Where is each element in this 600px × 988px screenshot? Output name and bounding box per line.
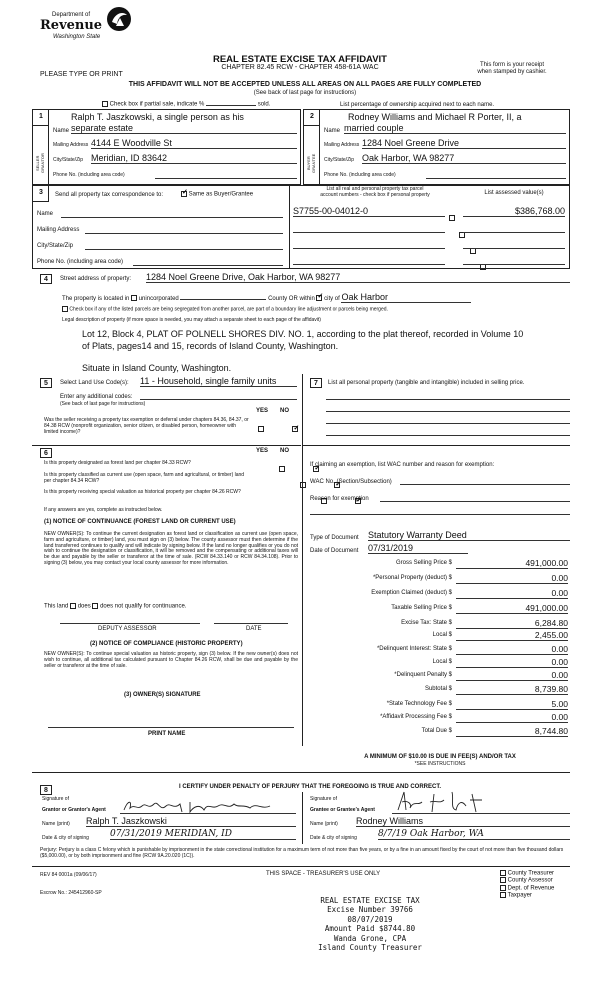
grantee-name-print-label: Name (print) [310, 821, 338, 827]
buyer-name-line2[interactable]: married couple [344, 123, 566, 134]
corr-city-label: City/State/Zip [37, 243, 74, 249]
revenue-emblem-icon [106, 6, 132, 32]
corr-phone-label: Phone No. (including area code) [37, 259, 124, 265]
doc-type[interactable]: Statutory Warranty Deed [368, 530, 570, 541]
parcel-row-2[interactable] [293, 224, 445, 233]
copy-label: Taxpayer [507, 892, 532, 899]
copy-county-assessor-checkbox[interactable] [500, 877, 506, 883]
grantee-print-name[interactable]: Rodney Williams [356, 816, 570, 827]
calc-value[interactable]: 0.00 [456, 644, 568, 655]
sold-label: sold. [257, 101, 271, 108]
grantee-signature-field[interactable] [392, 790, 570, 814]
deputy-assessor-line[interactable] [60, 618, 200, 624]
does-label: does [77, 603, 91, 610]
property-city[interactable]: Oak Harbor [341, 292, 471, 303]
stamp-line: Wanda Grone, CPA [333, 933, 407, 943]
seller-section-number: 1 [39, 113, 43, 120]
seller-phone-label: Phone No. (including area code) [53, 172, 125, 178]
legal-description-line3[interactable]: Situate in Island County, Washington. [82, 363, 232, 373]
additional-codes-field[interactable] [140, 393, 297, 400]
partial-sale-label: Check box if partial sale, indicate % [109, 101, 205, 108]
legal-description-line2[interactable]: of Plats, pages14 and 15, records of Island County, Washington. [82, 341, 339, 351]
parcel-row-4[interactable] [293, 256, 445, 265]
calc-label: Exemption Claimed (deduct) $ [371, 590, 452, 596]
calc-label: *Personal Property (deduct) $ [372, 575, 452, 581]
stamp-line: Excise Number 39766 [327, 905, 413, 915]
grantor-signature-icon [120, 798, 296, 814]
deputy-assessor-label: DEPUTY ASSESSOR [98, 626, 157, 632]
copy-label: County Assessor [507, 878, 553, 885]
correspondence-section-number: 3 [39, 189, 43, 196]
location-row [62, 292, 562, 303]
seller-name-label: Name [53, 128, 70, 134]
buyer-phone[interactable] [426, 170, 566, 179]
street-address-label: Street address of property: [60, 276, 132, 282]
city-of-checkbox[interactable] [316, 295, 322, 301]
copy-dept-revenue-checkbox[interactable] [500, 885, 506, 891]
seller-name-line1[interactable]: Ralph T. Jaszkowski, a single person as his [71, 112, 244, 122]
seller-city-label: City/State/Zip [53, 157, 84, 163]
buyer-section-number: 2 [310, 113, 314, 120]
buyer-phone-label: Phone No. (including area code) [324, 172, 396, 178]
copy-item [500, 885, 554, 892]
treasurer-use-only: THIS SPACE - TREASURER'S USE ONLY [266, 871, 381, 877]
grantee-date-city-label: Date & city of signing [310, 835, 357, 841]
seller-section [32, 109, 301, 185]
copy-item [500, 870, 554, 877]
grantee-signature-of-label: Signature of [310, 796, 337, 802]
parcel-1-personal-checkbox[interactable] [449, 215, 455, 221]
calc-value[interactable]: 8,744.80 [456, 726, 568, 737]
current-use-yes-checkbox[interactable] [300, 482, 306, 488]
s5-yes-header: YES [256, 408, 269, 414]
calc-label: Gross Selling Price $ [395, 560, 452, 566]
calc-label: Taxable Selling Price $ [391, 605, 452, 611]
certify-statement: I CERTIFY UNDER PENALTY OF PERJURY THAT THE FOREGOING IS TRUE AND CORRECT. [178, 784, 442, 790]
street-address[interactable]: 1284 Noel Greene Drive, Oak Harbor, WA 98277 [146, 272, 570, 283]
exemption-no-checkbox[interactable] [292, 426, 298, 432]
additional-codes-label: Enter any additional codes: [60, 394, 133, 400]
calc-row [310, 630, 570, 641]
personal-property-section-number: 7 [310, 378, 322, 388]
does-checkbox[interactable] [70, 603, 76, 609]
parcel-row-3[interactable] [293, 240, 445, 249]
calc-label: Total Due $ [421, 728, 452, 734]
grantor-signature-field[interactable] [120, 798, 296, 814]
s6-no-header: NO [280, 448, 289, 454]
seller-address-label: Mailing Address [53, 142, 89, 148]
stamp-line: Island County Treasurer [318, 942, 422, 952]
property-section-number: 4 [40, 274, 52, 284]
does-not-label: does not qualify for continuance. [100, 603, 187, 610]
certify-section-number: 8 [40, 785, 52, 795]
calc-row [310, 699, 570, 710]
parcel-header-2: account numbers - check box if personal property [320, 192, 430, 198]
personal-property-line-1[interactable] [326, 392, 570, 400]
please-type: PLEASE TYPE OR PRINT [40, 71, 123, 78]
calc-value[interactable]: 491,000.00 [456, 603, 568, 614]
calc-value[interactable]: 0.00 [456, 573, 568, 584]
same-as-buyer-checkbox[interactable] [181, 191, 187, 197]
calc-row [310, 684, 570, 695]
land-use-section-number: 5 [40, 378, 52, 388]
personal-property-label: List all personal property (tangible and intangible) included in selling price. [328, 380, 525, 386]
corr-name-label: Name [37, 211, 54, 217]
notice-continuance-title: (1) NOTICE OF CONTINUANCE (FOREST LAND OR CURRENT USE) [44, 519, 236, 525]
dept-line1: Department of [52, 12, 91, 18]
if-yes-note: If any answers are yes, complete as instructed below. [44, 507, 163, 513]
buyer-section [303, 109, 570, 185]
grantee-agent-label: Grantee or Grantee's Agent [310, 807, 375, 813]
perjury-notice: Perjury: Perjury is a class C felony which is punishable by imprisonment in the state correctional institution for a maximum term of not more than five years, or by a fine in an amount fixed by the court of not more than five thousand dollars ($5,000.00), or by both imprisonment and fine (RCW 9A.20.020 (1C)). [40, 847, 564, 859]
copy-item [500, 877, 554, 884]
parcel-number[interactable]: S7755-00-04012-0 [293, 206, 445, 217]
exemption-yes-checkbox[interactable] [258, 426, 264, 432]
receipt-note-1: This form is your receipt [479, 62, 545, 68]
assessor-date-label: DATE [246, 626, 262, 632]
calc-value[interactable]: 0.00 [456, 670, 568, 681]
partial-sale-checkbox[interactable] [102, 101, 108, 107]
buyer-name-label: Name [324, 128, 341, 134]
receipt-note-2: when stamped by cashier. [477, 69, 547, 75]
minimum-fee-note: A MINIMUM OF $10.00 IS DUE IN FEE(S) AND/OR TAX [364, 754, 516, 760]
current-use-question: Is this property classified as current use (open space, farm and agricultural, or timber) land per chapter 84.34 RCW? [44, 472, 245, 484]
buyer-city[interactable]: Oak Harbor, WA 98277 [362, 153, 566, 164]
s5-no-header: NO [280, 408, 289, 414]
seller-name-line2[interactable]: separate estate [71, 123, 297, 134]
land-use-label: Select Land Use Code(s): [60, 380, 129, 386]
exemption-reason-field-2[interactable] [310, 508, 570, 515]
county-or-within-label: County OR within [268, 296, 315, 302]
warning-banner: THIS AFFIDAVIT WILL NOT BE ACCEPTED UNLESS ALL AREAS ON ALL PAGES ARE FULLY COMPLETED [128, 81, 482, 88]
copy-taxpayer-checkbox[interactable] [500, 892, 506, 898]
personal-property-line-3[interactable] [326, 416, 570, 424]
forest-yes-checkbox[interactable] [279, 466, 285, 472]
this-land-label: This land [44, 603, 69, 610]
dept-line2: Revenue [40, 18, 103, 33]
treasurer-stamp [300, 896, 440, 952]
revenue-logo [40, 6, 140, 50]
calc-row [310, 712, 570, 723]
calc-row [310, 670, 570, 681]
assessed-row-4[interactable] [463, 256, 565, 265]
additional-codes-note: (See back of last page for instructions) [60, 401, 146, 407]
wac-number-field[interactable] [400, 478, 570, 485]
notice-continuance-body: NEW OWNER(S): To continue the current designation as forest land or classification as current use (open space, farm and agriculture, or timber) land, you must sign on (3) below. The county assessor must then determine if the land transferred continues to qualify and will indicate by signing below. If the land no longer qualifies or you do not wish to continue the designation or classification, it will be removed and the compensating or additional taxes will be due and payable by the seller or transferor at the time of sale. (RCW 84.33.140 or RCW 84.34.108). Prior to signing (3) below, you may contact your local county assessor for more information. [44, 531, 298, 566]
seller-address[interactable]: 4144 E Woodville St [91, 138, 297, 149]
grantee-date-city[interactable]: 8/7/19 Oak Harbor, WA [378, 829, 570, 840]
calc-row [310, 558, 570, 569]
owner-signature-line[interactable] [48, 722, 294, 728]
list-percentage-note: List percentage of ownership acquired next to each name. [340, 102, 495, 108]
copy-label: County Treasurer [507, 870, 555, 877]
historic-question: Is this property receiving special valuation as historical property per chapter 84.26 RCW? [44, 489, 241, 495]
form-title: REAL ESTATE EXCISE TAX AFFIDAVIT [212, 54, 387, 65]
form-subtitle: CHAPTER 82.45 RCW - CHAPTER 458-61A WAC [221, 64, 379, 71]
calc-value[interactable]: 491,000.00 [456, 558, 568, 569]
notice-compliance-body: NEW OWNER(S): To continue special valuation as historic property, sign (3) below. If the new owner(s) does not wish to continue, all additional tax calculated pursuant to Chapter 84.26 RCW, shall be due and payable by the seller or transferor at the time of sale. [44, 651, 298, 669]
buyer-name-line1[interactable]: Rodney Williams and Michael R Porter, II, a [348, 112, 522, 122]
calc-value[interactable]: 2,455.00 [456, 630, 568, 641]
stamp-line: Amount Paid $8744.80 [324, 924, 416, 934]
calc-value[interactable]: 5.00 [456, 699, 568, 710]
located-in-label: The property is located in [62, 296, 130, 302]
assessed-row-3[interactable] [463, 240, 565, 249]
corr-name-field[interactable] [61, 210, 283, 218]
personal-property-line-4[interactable] [326, 428, 570, 436]
revision-code: REV 84 0001a (09/06/17) [40, 872, 97, 878]
city-of-label: city of [324, 296, 340, 302]
assessor-date-line[interactable] [214, 618, 288, 624]
see-instructions-note: *SEE INSTRUCTIONS [414, 761, 466, 767]
buyer-city-label: City/State/Zip [324, 157, 355, 163]
assessed-header: List assessed value(s) [484, 190, 544, 196]
grantor-print-name[interactable]: Ralph T. Jaszkowski [86, 816, 296, 827]
corr-address-field[interactable] [85, 226, 283, 234]
buyer-address[interactable]: 1284 Noel Greene Drive [362, 138, 566, 149]
grantor-name-print-label: Name (print) [42, 821, 70, 827]
exemption-question: Was the seller receiving a property tax exemption or deferral under chapters 84.36, 84.37, or 84.38 RCW (nonprofit organization, senior citizen, or disabled person, homeowner with limited income)? [44, 417, 249, 435]
personal-property-line-2[interactable] [326, 404, 570, 412]
calc-label: *Delinquent Penalty $ [394, 672, 452, 678]
exemption-wac-label: If claiming an exemption, list WAC number and reason for exemption: [310, 462, 495, 468]
wac-number-label: WAC No. (Section/Subsection) [310, 479, 392, 485]
unincorporated-label: unincorporated [138, 296, 179, 302]
grantor-signature-of-label: Signature of [42, 796, 69, 802]
calc-value[interactable]: 0.00 [456, 588, 568, 599]
exemption-reason-field[interactable] [380, 495, 570, 502]
owner-signature-label: (3) OWNER(S) SIGNATURE [124, 692, 201, 698]
forest-question: Is this property designated as forest land per chapter 84.33 RCW? [44, 460, 191, 466]
stamp-line: 08/07/2019 [347, 914, 393, 924]
calc-row [310, 657, 570, 668]
seller-phone[interactable] [155, 170, 297, 179]
partial-sale-row [102, 101, 312, 108]
dept-line3: Washington State [53, 34, 101, 40]
doc-date-label: Date of Document [310, 548, 359, 554]
corr-address-label: Mailing Address [37, 227, 80, 233]
grantee-signature-icon [392, 790, 570, 814]
s6-yes-header: YES [256, 448, 269, 454]
calc-label: *Affidavit Processing Fee $ [380, 714, 452, 720]
assessed-row-2[interactable] [463, 224, 565, 233]
copy-distribution-list [500, 870, 554, 900]
correspondence-section [32, 185, 570, 269]
calc-value[interactable]: 0.00 [456, 712, 568, 723]
legal-description-line1[interactable]: Lot 12, Block 4, PLAT OF POLNELL SHORES DIV. NO. 1, according to the plat thereof, recorded in Volume 10 [82, 329, 524, 339]
buyer-side-label: BUYER GRANTEE [306, 153, 316, 173]
calc-label: Local $ [432, 659, 452, 665]
stamp-line: REAL ESTATE EXCISE TAX [320, 896, 420, 905]
calc-row [310, 603, 570, 614]
calc-label: Local $ [432, 632, 452, 638]
segregated-row [62, 306, 562, 313]
seller-side-label: SELLER GRANTOR [35, 153, 45, 173]
notice-compliance-title: (2) NOTICE OF COMPLIANCE (HISTORIC PROPERTY) [90, 641, 243, 647]
calc-label: Excise Tax: State $ [401, 620, 452, 626]
segregated-label: Check box if any of the listed parcels are being segregated from another parcel, are part of a boundary line adjustment or parcels being merged. [69, 306, 388, 313]
segregated-checkbox[interactable] [62, 306, 68, 312]
same-as-buyer-row [181, 191, 253, 198]
calc-row [310, 573, 570, 584]
qualify-row [44, 603, 186, 610]
calc-label: *State Technology Fee $ [386, 701, 452, 707]
print-name-label: PRINT NAME [148, 731, 186, 737]
seller-city[interactable]: Meridian, ID 83642 [91, 153, 297, 164]
calc-value[interactable]: 8,739.80 [456, 684, 568, 695]
unincorporated-checkbox[interactable] [131, 295, 137, 301]
grantor-date-city[interactable]: 07/31/2019 MERIDIAN, ID [110, 829, 296, 840]
buyer-address-label: Mailing Address [324, 142, 360, 148]
calc-label: Subtotal $ [424, 686, 452, 692]
calc-row [310, 644, 570, 655]
does-not-checkbox[interactable] [92, 603, 98, 609]
calc-value[interactable]: 6,284.80 [456, 618, 568, 629]
calc-row [310, 618, 570, 629]
copy-item [500, 892, 554, 899]
copy-county-treasurer-checkbox[interactable] [500, 870, 506, 876]
forest-section-number: 6 [40, 448, 52, 458]
corr-phone-field[interactable] [133, 258, 283, 266]
parcel-header-1: List all real and personal property tax parcel [326, 186, 424, 192]
see-back-note: (See back of last page for instructions) [253, 90, 357, 96]
land-use-code[interactable]: 11 - Household, single family units [140, 376, 297, 387]
grantor-agent-label: Grantor or Grantor's Agent [42, 807, 106, 813]
corr-city-field[interactable] [85, 242, 283, 250]
exemption-reason-label: Reason for exemption [310, 496, 369, 502]
assessed-value[interactable]: $386,768.00 [463, 206, 565, 217]
doc-type-label: Type of Document [310, 535, 359, 541]
grantor-date-city-label: Date & city of signing [42, 835, 89, 841]
legal-description-label: Legal description of property (if more space is needed, you may attach a separate sheet to each page of the affidavit) [62, 317, 321, 323]
calc-row [310, 726, 570, 737]
copy-label: Dept. of Revenue [507, 885, 555, 892]
escrow-number: Escrow No.: 245412960-SP [40, 890, 102, 896]
same-as-buyer-label: Same as Buyer/Grantee [188, 191, 254, 198]
calc-label: *Delinquent Interest: State $ [376, 646, 452, 652]
calc-value[interactable]: 0.00 [456, 657, 568, 668]
doc-date[interactable]: 07/31/2019 [368, 543, 468, 554]
send-correspondence-label: Send all property tax correspondence to: [55, 192, 164, 198]
calc-row [310, 588, 570, 599]
